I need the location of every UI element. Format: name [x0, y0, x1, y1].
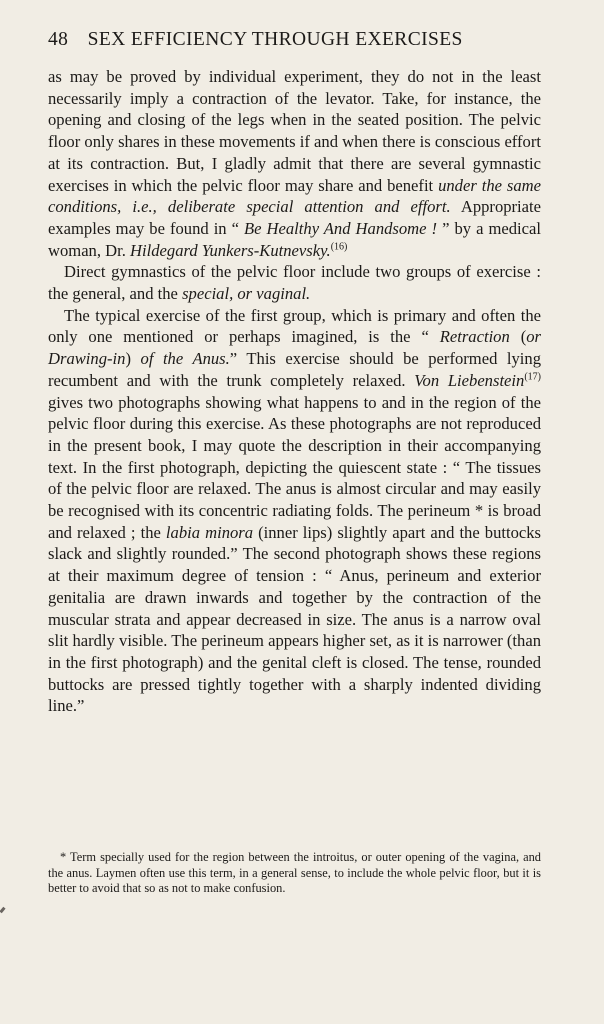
text-run: ” This exercise should be performed lying recumbent and with the trunk completely relaxed. — [48, 349, 541, 390]
text-run: ” by a medical woman, Dr. — [48, 218, 541, 260]
emphasis-run: under the same conditions, i.e., deliberate special attention and effort. — [48, 175, 541, 217]
emphasis-run: special, or vaginal. — [182, 284, 311, 304]
reference-marker: (17) — [524, 371, 541, 383]
emphasis-run: Retraction — [439, 327, 510, 347]
author-name: Hildegard Yunkers-Kutnevsky. — [130, 240, 331, 260]
running-title: SEX EFFICIENCY THROUGH EXERCISES — [87, 29, 463, 50]
text-run: ) — [125, 349, 141, 369]
paragraph-1 — [48, 66, 541, 261]
paragraph-3 — [48, 305, 541, 717]
emphasis-run: or Drawing-in — [48, 327, 541, 369]
book-title: Be Healthy And Handsome ! — [244, 218, 438, 238]
emphasis-run: of the Anus. — [140, 349, 230, 369]
text-run: gives two photographs showing what happens to and in the region of the pelvic floor during this exercise. As these photographs are not reproduced in the present book, I may quote the description in their accompanying text. In the first photograph, depicting the quiescent state : “ The tissues of the pelvic floor are relaxed. The anus is almost circular and may easily be recognised with its concentric radiating folds. The perineum * is broad and relaxed ; the — [48, 392, 541, 542]
text-run: as may be proved by individual experiment, they do not in the least necessarily imply a contraction of the levator. Take, for instance, the opening and closing of the legs when in the seated position. The pelvic floor only shares in these movements if and when there is conscious effort at its contraction. But, I gladly admit that there are several gymnastic exercises in which the pelvic floor may share and benefit — [48, 67, 541, 195]
text-run: (inner lips) slightly apart and the buttocks slack and slightly rounded.” The second photograph shows these regions at their maximum degree of tension : “ Anus, perineum and exterior genitalia are drawn inwards and together by the contraction of the muscular strata and appear decreased in size. The anus is a narrow oval slit hardly visible. The perineum appears higher set, as it is narrower (than in the first photograph) and the genital cleft is closed. The tense, rounded buttocks are pressed tightly together with a sharply indented dividing line.” — [48, 522, 542, 716]
text-run: Direct gymnastics of the pelvic floor include two groups of exercise : the general, and the — [48, 262, 541, 304]
page-number: 48 — [48, 29, 69, 50]
author-name: Von Liebenstein — [414, 370, 525, 390]
reference-marker: (16) — [330, 241, 348, 253]
text-run: The typical exercise of the first group, which is primary and often the only one mentioned or perhaps imagined, is the “ — [48, 305, 541, 347]
page-edge-mark — [0, 907, 6, 914]
running-header — [48, 29, 548, 51]
text-run: ( — [509, 327, 527, 347]
emphasis-run: labia minora — [165, 522, 254, 542]
footnote: * Term specially used for the region between the introitus, or outer opening of the vagina, and the anus. Laymen often use this term, in a general sense, to include the whole pelvic floor, but it is better to avoid that so as not to make confusion. — [48, 850, 541, 896]
paragraph-2 — [48, 261, 541, 304]
body-text — [48, 66, 541, 717]
text-run: Appropriate examples may be found in “ — [48, 197, 542, 238]
